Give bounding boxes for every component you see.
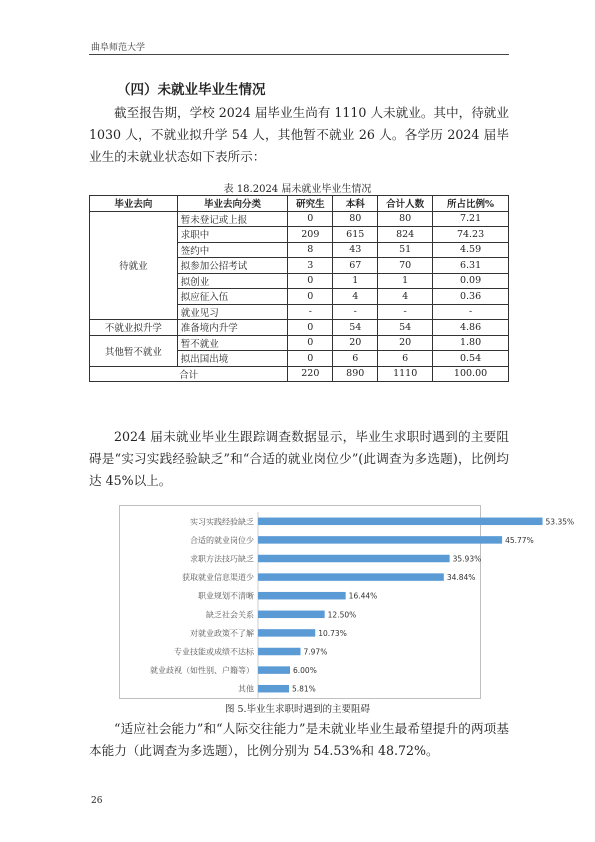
row-graduate: 0 bbox=[288, 273, 333, 289]
total-percent: 100.00 bbox=[433, 366, 509, 382]
row-percent: 7.21 bbox=[433, 211, 509, 227]
total-label: 合计 bbox=[90, 366, 288, 382]
chart-bar bbox=[258, 629, 315, 637]
table-caption: 表 18.2024 届未就业毕业生情况 bbox=[223, 184, 372, 195]
row-total: 20 bbox=[378, 335, 433, 351]
row-total: 54 bbox=[378, 320, 433, 336]
group-further-study: 不就业拟升学 bbox=[90, 320, 178, 336]
chart-bar bbox=[258, 685, 289, 693]
row-total: 80 bbox=[378, 211, 433, 227]
row-undergraduate: 20 bbox=[333, 335, 378, 351]
chart-category-label: 就业歧视（如性别、户籍等） bbox=[150, 666, 254, 676]
row-undergraduate: 54 bbox=[333, 320, 378, 336]
chart-category-label: 其他 bbox=[238, 684, 254, 694]
row-category: 拟参加公招考试 bbox=[177, 258, 288, 274]
paragraph-abilities-text: “适应社会能力”和“人际交往能力”是未就业毕业生最希望提升的两项基本能力（此调查为多选题），比例分别为 54.53%和 48.72%。 bbox=[89, 721, 509, 758]
row-percent: 0.54 bbox=[433, 351, 509, 367]
chart-category-label: 实习实践经验缺乏 bbox=[190, 517, 254, 527]
row-undergraduate: 6 bbox=[333, 351, 378, 367]
header-percent: 所占比例% bbox=[433, 196, 509, 212]
row-total: 51 bbox=[378, 242, 433, 258]
row-category: 就业见习 bbox=[177, 304, 288, 320]
chart-category-label: 对就业政策不了解 bbox=[190, 628, 254, 638]
obstacles-chart-svg bbox=[120, 506, 575, 698]
header-destination: 毕业去向 bbox=[90, 196, 178, 212]
chart-bar bbox=[258, 592, 346, 600]
paragraph-intro-text: 截至报告期，学校 2024 届毕业生尚有 1110 人未就业。其中，待就业 1030 人，不就业拟升学 54 人，其他暂不就业 26 人。各学历 2024 届毕业生的未就业状态如下表所示： bbox=[89, 105, 509, 164]
row-category: 准备境内升学 bbox=[177, 320, 288, 336]
table-total-row bbox=[90, 366, 509, 382]
header-rule bbox=[89, 54, 509, 55]
group-awaiting-employment: 待就业 bbox=[90, 211, 178, 320]
row-percent: 74.23 bbox=[433, 227, 509, 243]
page-number: 26 bbox=[91, 796, 103, 806]
chart-bar bbox=[258, 555, 450, 563]
chart-category-label: 求职方法技巧缺乏 bbox=[190, 554, 254, 564]
chart-value-label: 6.00% bbox=[293, 666, 317, 676]
row-percent: 1.80 bbox=[433, 335, 509, 351]
row-total: 4 bbox=[378, 289, 433, 305]
chart-bar bbox=[258, 573, 444, 581]
chart-bar bbox=[258, 518, 543, 526]
chart-value-label: 35.93% bbox=[452, 554, 482, 564]
row-graduate: 0 bbox=[288, 289, 333, 305]
row-total: 6 bbox=[378, 351, 433, 367]
row-graduate: 0 bbox=[288, 320, 333, 336]
total-graduate: 220 bbox=[288, 366, 333, 382]
chart-category-label: 职业规划不清晰 bbox=[198, 591, 254, 601]
section-title: （四）未就业毕业生情况 bbox=[117, 82, 266, 98]
total-total: 1110 bbox=[378, 366, 433, 382]
chart-category-label: 专业技能或成绩不达标 bbox=[174, 647, 254, 657]
row-undergraduate: 4 bbox=[333, 289, 378, 305]
chart-bar bbox=[258, 666, 290, 674]
header-category: 毕业去向分类 bbox=[177, 196, 288, 212]
obstacles-chart bbox=[119, 505, 575, 699]
row-total: - bbox=[378, 304, 433, 320]
row-percent: 4.59 bbox=[433, 242, 509, 258]
table-header-row bbox=[90, 196, 509, 212]
chart-value-label: 45.77% bbox=[505, 535, 534, 545]
chart-category-label: 合适的就业岗位少 bbox=[190, 535, 254, 545]
row-percent: 4.86 bbox=[433, 320, 509, 336]
row-graduate: 8 bbox=[288, 242, 333, 258]
row-undergraduate: 615 bbox=[333, 227, 378, 243]
table-row bbox=[90, 320, 509, 336]
row-undergraduate: 80 bbox=[333, 211, 378, 227]
row-percent: 6.31 bbox=[433, 258, 509, 274]
unemployment-table bbox=[89, 195, 509, 382]
chart-category-label: 获取就业信息渠道少 bbox=[182, 573, 254, 583]
row-graduate: 0 bbox=[288, 335, 333, 351]
paragraph-abilities bbox=[89, 718, 509, 762]
row-undergraduate: 43 bbox=[333, 242, 378, 258]
row-percent: 0.09 bbox=[433, 273, 509, 289]
chart-value-label: 10.73% bbox=[318, 628, 347, 638]
chart-bar bbox=[258, 611, 325, 619]
header-org: 曲阜师范大学 bbox=[91, 43, 146, 53]
row-graduate: 0 bbox=[288, 351, 333, 367]
paragraph-obstacles bbox=[89, 426, 509, 492]
total-undergraduate: 890 bbox=[333, 366, 378, 382]
chart-value-label: 16.44% bbox=[348, 591, 378, 601]
row-category: 签约中 bbox=[177, 242, 288, 258]
chart-value-label: 7.97% bbox=[303, 647, 328, 657]
row-undergraduate: 1 bbox=[333, 273, 378, 289]
row-total: 1 bbox=[378, 273, 433, 289]
row-category: 拟出国出境 bbox=[177, 351, 288, 367]
row-category: 暂未登记或上报 bbox=[177, 211, 288, 227]
row-category: 暂不就业 bbox=[177, 335, 288, 351]
header-total: 合计人数 bbox=[378, 196, 433, 212]
table-row bbox=[90, 335, 509, 351]
group-temporarily-not-employed: 其他暂不就业 bbox=[90, 335, 178, 366]
row-total: 70 bbox=[378, 258, 433, 274]
row-graduate: 3 bbox=[288, 258, 333, 274]
row-graduate: - bbox=[288, 304, 333, 320]
row-graduate: 209 bbox=[288, 227, 333, 243]
row-graduate: 0 bbox=[288, 211, 333, 227]
table-row bbox=[90, 211, 509, 227]
chart-value-label: 53.35% bbox=[545, 517, 575, 527]
row-category: 拟应征入伍 bbox=[177, 289, 288, 305]
row-undergraduate: 67 bbox=[333, 258, 378, 274]
header-undergraduate: 本科 bbox=[333, 196, 378, 212]
paragraph-intro bbox=[89, 102, 509, 168]
header-graduate: 研究生 bbox=[288, 196, 333, 212]
row-percent: 0.36 bbox=[433, 289, 509, 305]
chart-value-label: 34.84% bbox=[446, 573, 476, 583]
paragraph-obstacles-text: 2024 届未就业毕业生跟踪调查数据显示，毕业生求职时遇到的主要阻碍是“实习实践经验缺乏”和“合适的就业岗位少”(此调查为多选题)，比例均达 45%以上。 bbox=[89, 429, 509, 488]
chart-category-label: 缺乏社会关系 bbox=[206, 610, 254, 620]
chart-value-label: 12.50% bbox=[327, 610, 357, 620]
figure-caption: 图 5.毕业生求职时遇到的主要阻碍 bbox=[224, 704, 371, 715]
row-category: 拟创业 bbox=[177, 273, 288, 289]
chart-bar bbox=[258, 536, 502, 544]
row-category: 求职中 bbox=[177, 227, 288, 243]
row-total: 824 bbox=[378, 227, 433, 243]
chart-bar bbox=[258, 648, 301, 656]
row-undergraduate: - bbox=[333, 304, 378, 320]
row-percent: - bbox=[433, 304, 509, 320]
chart-value-label: 5.81% bbox=[291, 684, 316, 694]
